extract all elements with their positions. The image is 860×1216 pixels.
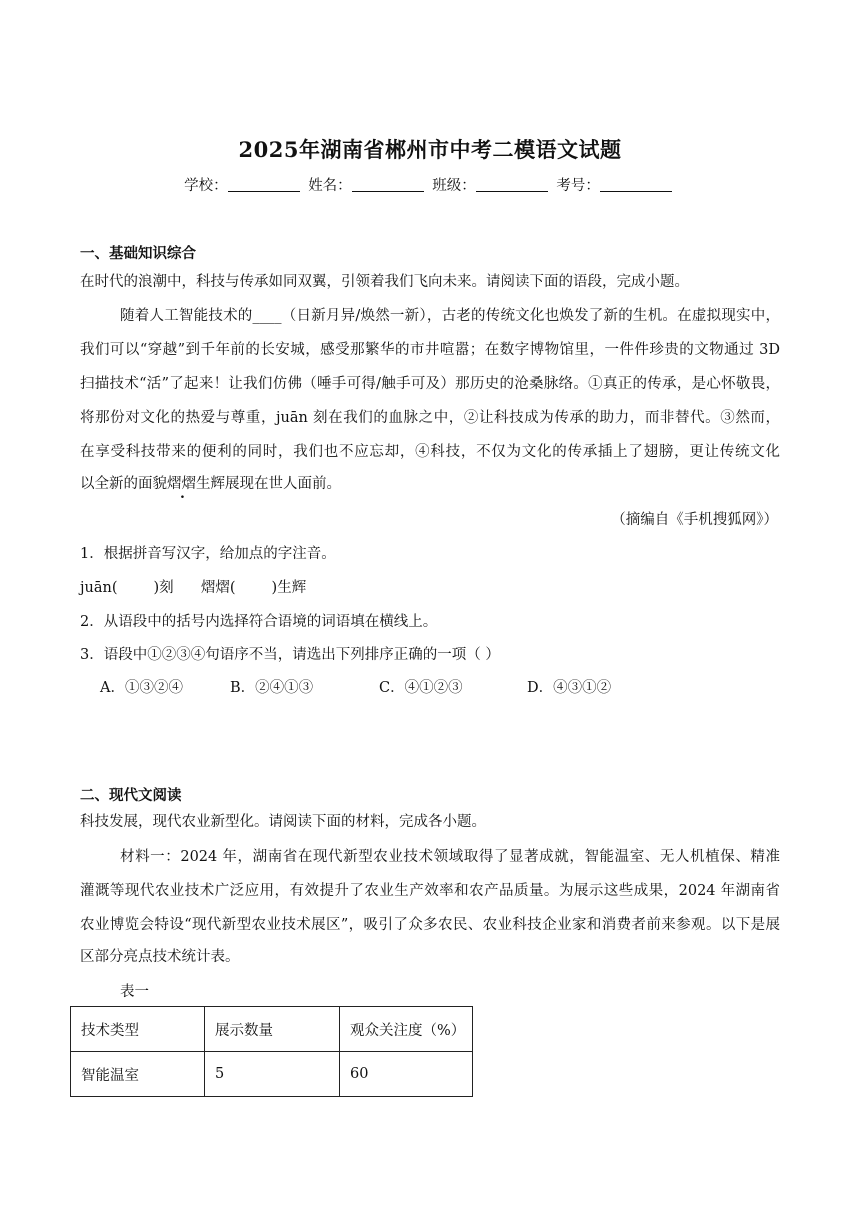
last-line-before: 以全新的面貌 xyxy=(80,476,167,492)
section1-para-line: 随着人工智能技术的____（日新月异/焕然一新），古老的传统文化也焕发了新的生机。在虚拟现实中， xyxy=(120,308,780,324)
section2-para-line: 区部分亮点技术统计表。 xyxy=(80,949,240,965)
number-blank[interactable] xyxy=(600,177,672,192)
section1-intro: 在时代的浪潮中，科技与传承如同双翼，引领着我们飞向未来。请阅读下面的语段，完成小题。 xyxy=(80,274,689,290)
table-cell: 60 xyxy=(340,1052,473,1097)
name-blank[interactable] xyxy=(352,177,424,192)
table-row xyxy=(71,1052,473,1097)
last-line-after: 生辉展现在世人面前。 xyxy=(196,476,341,492)
number-label: 考号： xyxy=(556,178,600,194)
section1-para-line: 在享受科技带来的便利的同时，我们也不应忘却，④科技，不仅为文化的传承插上了翅膀，更让传统文化 xyxy=(80,444,780,460)
section2-para-line: 农业博览会特设“现代新型农业技术展区”，吸引了众多农民、农业科技企业家和消费者前来参观。以下是展 xyxy=(80,917,780,933)
class-label: 班级： xyxy=(432,178,476,194)
name-label: 姓名： xyxy=(308,178,352,194)
student-info-line xyxy=(0,174,860,195)
page-title: 2025年湖南省郴州市中考二模语文试题 xyxy=(238,137,622,162)
class-blank[interactable] xyxy=(476,177,548,192)
table-header-cell: 技术类型 xyxy=(71,1007,205,1052)
question-1: 1．根据拼音写汉字，给加点的字注音。 xyxy=(80,546,336,562)
option-d[interactable]: D．④③①② xyxy=(527,680,612,696)
tech-stats-table xyxy=(70,1006,473,1097)
table-caption: 表一 xyxy=(120,984,149,1000)
table-cell: 5 xyxy=(205,1052,340,1097)
question-2: 2．从语段中的括号内选择符合语境的词语填在横线上。 xyxy=(80,614,438,630)
section1-para-line: 我们可以“穿越”到千年前的长安城，感受那繁华的市井喧嚣；在数字博物馆里，一件件珍贵的文物通过 3D xyxy=(80,342,780,358)
option-c[interactable]: C．④①②③ xyxy=(379,680,463,696)
passage-source: （摘编自《手机搜狐网》） xyxy=(611,512,778,528)
q1-word: 熠熠( xyxy=(200,580,236,596)
section2-para-line: 材料一：2024 年，湖南省在现代新型农业技术领域取得了显著成就，智能温室、无人机植保、精准 xyxy=(120,849,780,865)
q1-close-1: )刻 xyxy=(153,580,174,596)
section1-heading: 一、基础知识综合 xyxy=(80,245,196,262)
question-1-items xyxy=(80,576,306,597)
option-b[interactable]: B．②④①③ xyxy=(230,680,314,696)
table-cell: 智能温室 xyxy=(71,1052,205,1097)
table-header-cell: 展示数量 xyxy=(205,1007,340,1052)
dotted-chars: 熠熠 xyxy=(167,476,196,492)
option-a[interactable]: A．①③②④ xyxy=(100,680,183,696)
school-blank[interactable] xyxy=(228,177,300,192)
question-3: 3．语段中①②③④句语序不当，请选出下列排序正确的一项（ ） xyxy=(80,647,500,663)
table-header-row xyxy=(71,1007,473,1052)
section2-para-line: 灌溉等现代农业技术广泛应用，有效提升了农业生产效率和农产品质量。为展示这些成果，2024 年湖南省 xyxy=(80,883,780,899)
q1-close-2: )生辉 xyxy=(271,580,307,596)
q1-pinyin: juān( xyxy=(80,580,118,596)
section1-para-line: 将那份对文化的热爱与尊重，juān 刻在我们的血脉之中，②让科技成为传承的助力，而非替代。③然而， xyxy=(80,410,780,426)
section1-para-last-line xyxy=(80,472,780,493)
school-label: 学校： xyxy=(184,178,228,194)
section2-intro: 科技发展，现代农业新型化。请阅读下面的材料，完成各小题。 xyxy=(80,814,486,830)
section2-heading: 二、现代文阅读 xyxy=(80,787,182,804)
section1-para-line: 扫描技术“活”了起来！让我们仿佛（唾手可得/触手可及）那历史的沧桑脉络。①真正的传承，是心怀敬畏， xyxy=(80,376,780,392)
table-header-cell: 观众关注度（%） xyxy=(340,1007,473,1052)
